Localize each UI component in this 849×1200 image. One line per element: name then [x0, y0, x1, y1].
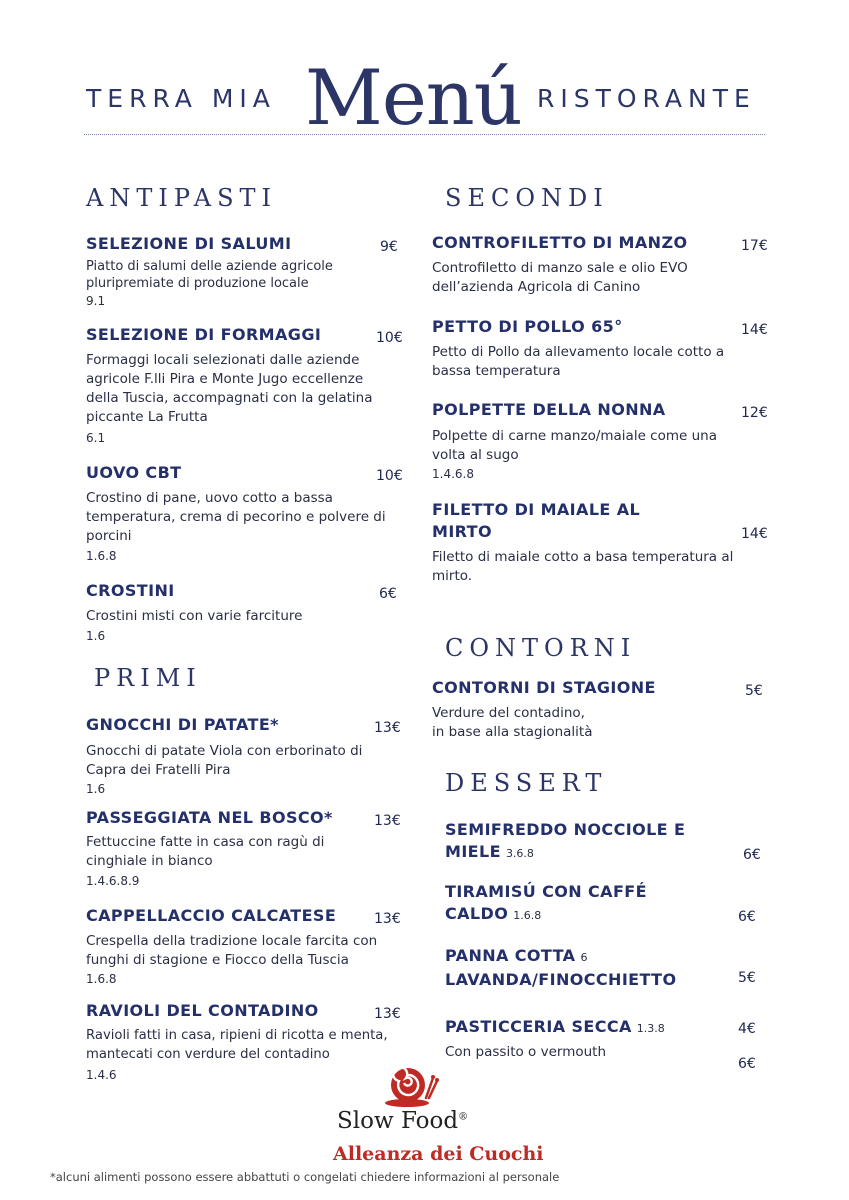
slow-food-logo-text: Slow Food® — [337, 1108, 469, 1134]
menu-title: Menú — [305, 53, 522, 142]
item-description: Filetto di maiale cotto a basa temperatura al mirto. — [432, 549, 734, 584]
item-description: Petto di Pollo da allevamento locale cotto a bassa temperatura — [432, 344, 725, 379]
secondi-title: SECONDI — [445, 184, 609, 212]
allergen-codes: 1.6.8 — [513, 909, 542, 922]
item-price: 13€ — [374, 911, 401, 927]
allergen-codes: 1.4.6 — [86, 1068, 117, 1082]
footnote: *alcuni alimenti possono essere abbattuti o congelati chiedere informazioni al personale — [50, 1170, 560, 1184]
allergen-codes: 1.4.6.8 — [432, 467, 474, 481]
allergen-codes: 1.4.6.8.9 — [86, 874, 140, 888]
allergen-codes: 9.1 — [86, 294, 106, 308]
item-description: Ravioli fatti in casa, ripieni di ricotta e menta, mantecati con verdure del contadino — [86, 1028, 388, 1062]
item-description: Verdure del contadino, in base alla stagionalità — [432, 705, 593, 740]
allergen-codes: 1.6 — [86, 782, 106, 796]
contorni-title: CONTORNI — [445, 634, 637, 662]
item-price: 14€ — [741, 322, 768, 338]
item-name: SELEZIONE DI FORMAGGI — [86, 325, 322, 344]
item-price: 13€ — [374, 1006, 401, 1022]
item-price: 6€ — [738, 909, 756, 925]
item-description: Crespella della tradizione locale farcita con funghi di stagione e Fiocco della Tuscia — [86, 933, 378, 968]
item-name: SEMIFREDDO NOCCIOLE E MIELE 3.6.8 — [445, 820, 686, 861]
item-price: 13€ — [374, 720, 401, 736]
item-name: GNOCCHI DI PATATE* — [86, 715, 279, 734]
item-name: CONTORNI DI STAGIONE — [432, 678, 656, 697]
header-right-text: RISTORANTE — [537, 84, 756, 113]
item-name: TIRAMISÚ CON CAFFÉ CALDO 1.6.8 — [445, 882, 647, 923]
item-price: 17€ — [741, 238, 768, 254]
item-price: 12€ — [741, 405, 768, 421]
item-price: 4€ — [738, 1021, 756, 1037]
item-description: Crostino di pane, uovo cotto a bassa temperatura, crema di pecorino e polvere di porcini — [86, 490, 386, 544]
allergen-codes: 1.3.8 — [636, 1022, 665, 1035]
antipasti-title: ANTIPASTI — [86, 184, 278, 212]
item-description: Fettuccine fatte in casa con ragù di cinghiale in bianco — [86, 834, 325, 869]
item-price: 14€ — [741, 526, 768, 542]
alleanza-dei-cuochi-text: Alleanza dei Cuochi — [333, 1143, 544, 1165]
item-name: CROSTINI — [86, 581, 175, 600]
item-price: 10€ — [376, 330, 403, 346]
item-name: CAPPELLACCIO CALCATESE — [86, 906, 337, 925]
item-description: Formaggi locali selezionati dalle aziende agricole F.lli Pira e Monte Jugo eccellenze della Tuscia, accompagnati con la gelatina piccante La Frutta — [86, 352, 373, 425]
item-name: FILETTO DI MAIALE AL MIRTO — [432, 500, 641, 541]
item-description: Con passito o vermouth — [445, 1044, 607, 1060]
item-price-secondary: 6€ — [738, 1056, 756, 1072]
item-price: 13€ — [374, 813, 401, 829]
item-description: Controfiletto di manzo sale e olio EVO dell’azienda Agricola di Canino — [432, 260, 688, 295]
item-description: Crostini misti con varie farciture — [86, 608, 303, 624]
item-name: UOVO CBT — [86, 463, 182, 482]
item-name: CONTROFILETTO DI MANZO — [432, 233, 688, 252]
primi-title: PRIMI — [94, 664, 202, 692]
snail-logo-icon — [382, 1064, 442, 1108]
item-name: PASSEGGIATA NEL BOSCO* — [86, 808, 333, 827]
item-price: 10€ — [376, 468, 403, 484]
allergen-codes: 1.6 — [86, 629, 106, 643]
allergen-codes: 3.6.8 — [505, 847, 534, 860]
item-price: 9€ — [380, 239, 398, 255]
allergen-codes: 6 — [580, 951, 588, 964]
item-name: PASTICCERIA SECCA 1.3.8 — [445, 1017, 665, 1036]
dessert-title: DESSERT — [445, 769, 608, 797]
item-name: SELEZIONE DI SALUMI — [86, 234, 292, 253]
item-price: 6€ — [743, 847, 761, 863]
item-description: Polpette di carne manzo/maiale come una volta al sugo — [432, 428, 717, 463]
allergen-codes: 1.6.8 — [86, 972, 117, 986]
item-price: 5€ — [738, 970, 756, 986]
item-description: Piatto di salumi delle aziende agricole pluripremiate di produzione locale — [86, 259, 333, 291]
item-name: PETTO DI POLLO 65° — [432, 317, 623, 336]
header-left-text: TERRA MIA — [86, 84, 276, 113]
allergen-codes: 6.1 — [86, 431, 106, 445]
item-price: 6€ — [379, 586, 397, 602]
item-name: RAVIOLI DEL CONTADINO — [86, 1001, 319, 1020]
item-name: PANNA COTTA 6 LAVANDA/FINOCCHIETTO — [445, 946, 677, 989]
allergen-codes: 1.6.8 — [86, 549, 117, 563]
item-name: POLPETTE DELLA NONNA — [432, 400, 666, 419]
item-description: Gnocchi di patate Viola con erborinato di Capra dei Fratelli Pira — [86, 743, 363, 778]
item-price: 5€ — [745, 683, 763, 699]
header-divider — [84, 134, 765, 135]
